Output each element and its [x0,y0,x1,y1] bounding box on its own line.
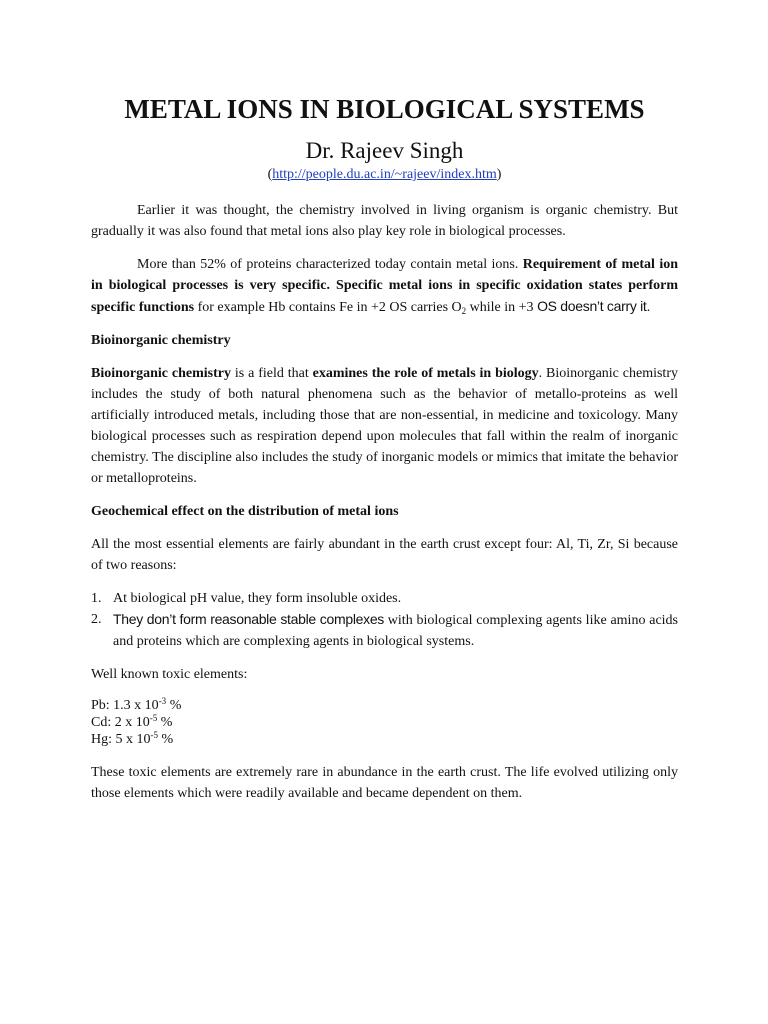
author-name: Dr. Rajeev Singh [305,138,464,163]
list-item-number: 2. [91,612,102,627]
bioinorganic-text-1: is a field that [230,366,313,381]
toxic-element-pb [91,697,678,714]
bioinorganic-bold-1: Bioinorganic chemistry [91,366,231,381]
p2-text-c: while in +3 [466,300,538,315]
p2-text-d: OS doesn’t carry it. [537,298,651,314]
toxic-element-cd [91,714,678,731]
toxic-element-hg [91,731,678,748]
p2-bold-text: Requirement of metal ion in biological processes is very specific. Specific metal ions in specific oxidation states perform specific functions [91,257,678,315]
url-close-paren: ) [496,167,502,182]
toxic-elements-list [91,697,678,748]
bioinorganic-paragraph [91,363,678,489]
toxic-element-unit: % [157,715,173,730]
toxic-element-base: Hg: 5 x 10 [91,732,151,747]
toxic-intro: Well known toxic elements: [91,667,248,682]
list-item [91,609,678,652]
bioinorganic-text-2: . Bioinorganic chemistry includes the study of both natural phenomena such as the behavior of metallo-proteins as well artificially introduced metals, including those that are non-essential, in medicine and toxicology. Many biological processes such as respiration depend upon molecules that fall within the realm of inorganic chemistry. The discipline also includes the study of inorganic models or mimics that imitate the behavior or metalloproteins. [91,366,678,486]
document-page [91,92,678,816]
author-url-line [91,166,678,184]
toxic-element-exponent: -3 [158,696,167,706]
reasons-list [91,588,678,652]
list-item [91,588,678,609]
section-heading-bioinorganic: Bioinorganic chemistry [91,333,231,348]
list-item-text-b: with biological complexing agents like amino acids and proteins which are complexing agents in biological systems. [113,613,678,649]
p2-text-a: More than 52% of proteins characterized today contain metal ions. [137,257,523,272]
toxic-element-exponent: -5 [149,713,158,723]
author-homepage-link[interactable]: http://people.du.ac.in/~rajeev/index.htm [272,167,497,182]
p2-text-b: for example Hb contains Fe in +2 OS carries O [194,300,462,315]
toxic-element-base: Cd: 2 x 10 [91,715,150,730]
toxic-element-exponent: -5 [150,730,158,740]
intro-paragraph-2 [91,254,678,318]
intro-paragraph-1: Earlier it was thought, the chemistry involved in living organism is organic chemistry. But gradually it was also found that metal ions also play key role in biological processes. [91,203,678,239]
toxic-element-unit: % [158,732,174,747]
toxic-conclusion-paragraph: These toxic elements are extremely rare in abundance in the earth crust. The life evolved utilizing only those elements which were readily available and became dependent on them. [91,765,678,801]
document-title: METAL IONS IN BIOLOGICAL SYSTEMS [124,94,645,124]
toxic-element-unit: % [166,698,182,713]
p2-subscript: 2 [461,306,467,316]
list-item-number: 1. [91,591,102,606]
url-open-paren: ( [267,167,273,182]
bioinorganic-bold-2: examines the role of metals in biology [312,366,539,381]
section-heading-geochemical: Geochemical effect on the distribution of metal ions [91,504,399,519]
toxic-element-base: Pb: 1.3 x 10 [91,698,159,713]
list-item-text: At biological pH value, they form insoluble oxides. [113,591,402,606]
geochemical-paragraph: All the most essential elements are fairly abundant in the earth crust except four: Al, Ti, Zr, Si because of two reasons: [91,537,678,573]
list-item-text-a: They don’t form reasonable stable complexes [113,611,385,627]
